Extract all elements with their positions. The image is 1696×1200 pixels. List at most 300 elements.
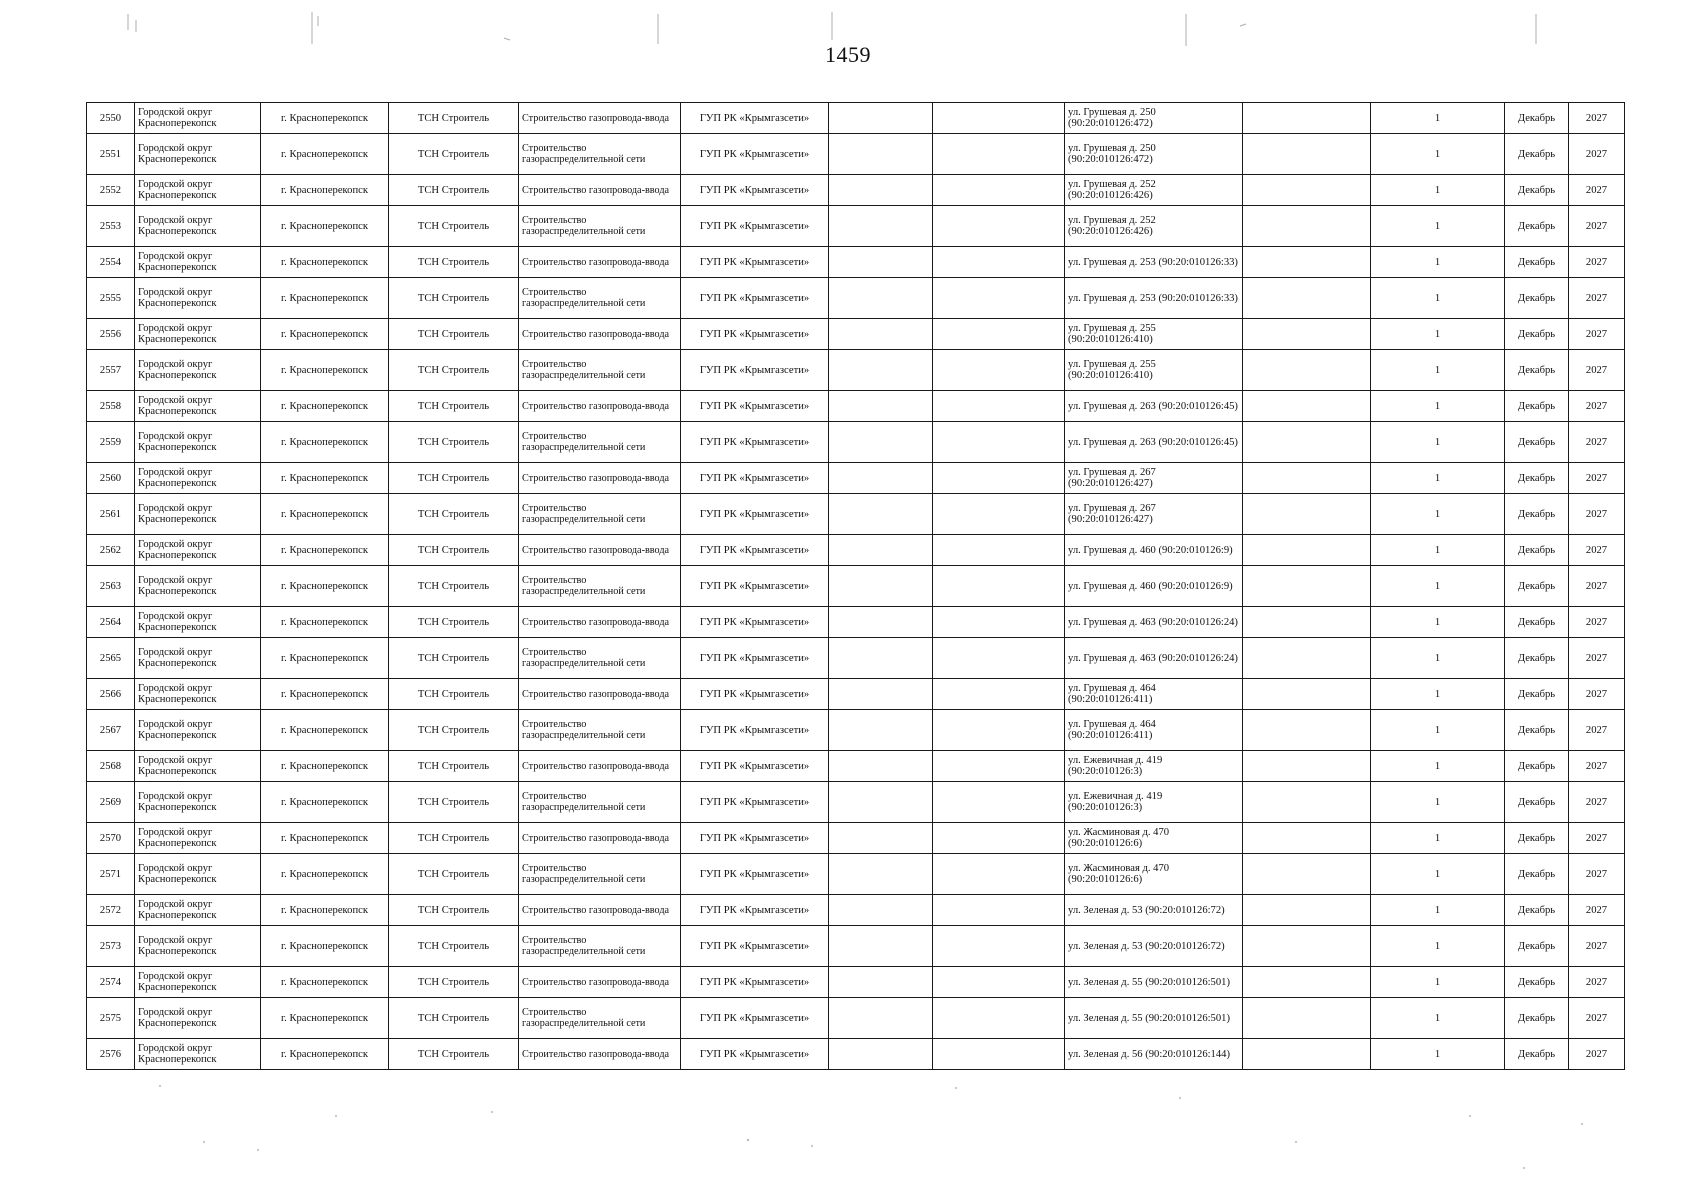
empty-cell xyxy=(1243,895,1371,926)
quantity-cell: 1 xyxy=(1371,535,1505,566)
quantity-cell: 1 xyxy=(1371,751,1505,782)
empty-cell xyxy=(933,278,1065,319)
row-number-cell: 2575 xyxy=(87,998,135,1039)
empty-cell xyxy=(933,998,1065,1039)
executor-cell: ГУП РК «Крымгазсети» xyxy=(681,319,829,350)
executor-cell: ГУП РК «Крымгазсети» xyxy=(681,823,829,854)
address-cell: ул. Грушевая д. 263 (90:20:010126:45) xyxy=(1065,422,1243,463)
district-cell: Городской округ Красноперекопск xyxy=(135,422,261,463)
table-row xyxy=(87,535,1625,566)
executor-cell: ГУП РК «Крымгазсети» xyxy=(681,967,829,998)
empty-cell xyxy=(1243,350,1371,391)
row-number-cell: 2567 xyxy=(87,710,135,751)
empty-cell xyxy=(933,463,1065,494)
year-cell: 2027 xyxy=(1569,998,1625,1039)
row-number-cell: 2554 xyxy=(87,247,135,278)
city-cell: г. Красноперекопск xyxy=(261,494,389,535)
year-cell: 2027 xyxy=(1569,1039,1625,1070)
address-cell: ул. Грушевая д. 253 (90:20:010126:33) xyxy=(1065,247,1243,278)
district-cell: Городской округ Красноперекопск xyxy=(135,607,261,638)
empty-cell xyxy=(829,967,933,998)
address-cell: ул. Зеленая д. 55 (90:20:010126:501) xyxy=(1065,998,1243,1039)
address-cell: ул. Ежевичная д. 419 (90:20:010126:3) xyxy=(1065,751,1243,782)
city-cell: г. Красноперекопск xyxy=(261,134,389,175)
customer-cell: ТСН Строитель xyxy=(389,319,519,350)
empty-cell xyxy=(933,103,1065,134)
month-cell: Декабрь xyxy=(1505,175,1569,206)
quantity-cell: 1 xyxy=(1371,895,1505,926)
empty-cell xyxy=(829,679,933,710)
month-cell: Декабрь xyxy=(1505,391,1569,422)
district-cell: Городской округ Красноперекопск xyxy=(135,175,261,206)
executor-cell: ГУП РК «Крымгазсети» xyxy=(681,895,829,926)
year-cell: 2027 xyxy=(1569,967,1625,998)
quantity-cell: 1 xyxy=(1371,350,1505,391)
customer-cell: ТСН Строитель xyxy=(389,278,519,319)
district-cell: Городской округ Красноперекопск xyxy=(135,463,261,494)
city-cell: г. Красноперекопск xyxy=(261,535,389,566)
executor-cell: ГУП РК «Крымгазсети» xyxy=(681,422,829,463)
work-type-cell: Строительство газораспределительной сети xyxy=(519,710,681,751)
empty-cell xyxy=(829,823,933,854)
executor-cell: ГУП РК «Крымгазсети» xyxy=(681,103,829,134)
district-cell: Городской округ Красноперекопск xyxy=(135,247,261,278)
district-cell: Городской округ Красноперекопск xyxy=(135,854,261,895)
empty-cell xyxy=(933,566,1065,607)
work-type-cell: Строительство газораспределительной сети xyxy=(519,998,681,1039)
address-cell: ул. Грушевая д. 253 (90:20:010126:33) xyxy=(1065,278,1243,319)
empty-cell xyxy=(829,463,933,494)
work-type-cell: Строительство газораспределительной сети xyxy=(519,782,681,823)
quantity-cell: 1 xyxy=(1371,494,1505,535)
city-cell: г. Красноперекопск xyxy=(261,854,389,895)
row-number-cell: 2565 xyxy=(87,638,135,679)
quantity-cell: 1 xyxy=(1371,967,1505,998)
month-cell: Декабрь xyxy=(1505,823,1569,854)
month-cell: Декабрь xyxy=(1505,103,1569,134)
empty-cell xyxy=(1243,391,1371,422)
month-cell: Декабрь xyxy=(1505,463,1569,494)
table-row xyxy=(87,350,1625,391)
empty-cell xyxy=(1243,206,1371,247)
work-type-cell: Строительство газораспределительной сети xyxy=(519,206,681,247)
year-cell: 2027 xyxy=(1569,823,1625,854)
year-cell: 2027 xyxy=(1569,319,1625,350)
empty-cell xyxy=(829,247,933,278)
empty-cell xyxy=(933,319,1065,350)
month-cell: Декабрь xyxy=(1505,422,1569,463)
row-number-cell: 2556 xyxy=(87,319,135,350)
city-cell: г. Красноперекопск xyxy=(261,391,389,422)
address-cell: ул. Грушевая д. 267 (90:20:010126:427) xyxy=(1065,494,1243,535)
empty-cell xyxy=(933,854,1065,895)
registry-table xyxy=(86,102,1625,1070)
year-cell: 2027 xyxy=(1569,566,1625,607)
row-number-cell: 2566 xyxy=(87,679,135,710)
empty-cell xyxy=(933,926,1065,967)
executor-cell: ГУП РК «Крымгазсети» xyxy=(681,751,829,782)
work-type-cell: Строительство газопровода-ввода xyxy=(519,895,681,926)
quantity-cell: 1 xyxy=(1371,782,1505,823)
work-type-cell: Строительство газопровода-ввода xyxy=(519,175,681,206)
empty-cell xyxy=(1243,319,1371,350)
work-type-cell: Строительство газопровода-ввода xyxy=(519,391,681,422)
customer-cell: ТСН Строитель xyxy=(389,967,519,998)
work-type-cell: Строительство газопровода-ввода xyxy=(519,103,681,134)
empty-cell xyxy=(1243,247,1371,278)
empty-cell xyxy=(1243,710,1371,751)
district-cell: Городской округ Красноперекопск xyxy=(135,134,261,175)
quantity-cell: 1 xyxy=(1371,463,1505,494)
year-cell: 2027 xyxy=(1569,278,1625,319)
customer-cell: ТСН Строитель xyxy=(389,1039,519,1070)
customer-cell: ТСН Строитель xyxy=(389,854,519,895)
executor-cell: ГУП РК «Крымгазсети» xyxy=(681,494,829,535)
empty-cell xyxy=(933,967,1065,998)
empty-cell xyxy=(1243,751,1371,782)
row-number-cell: 2576 xyxy=(87,1039,135,1070)
district-cell: Городской округ Красноперекопск xyxy=(135,206,261,247)
empty-cell xyxy=(933,494,1065,535)
district-cell: Городской округ Красноперекопск xyxy=(135,535,261,566)
month-cell: Декабрь xyxy=(1505,998,1569,1039)
month-cell: Декабрь xyxy=(1505,751,1569,782)
year-cell: 2027 xyxy=(1569,463,1625,494)
city-cell: г. Красноперекопск xyxy=(261,782,389,823)
row-number-cell: 2571 xyxy=(87,854,135,895)
year-cell: 2027 xyxy=(1569,350,1625,391)
city-cell: г. Красноперекопск xyxy=(261,278,389,319)
quantity-cell: 1 xyxy=(1371,607,1505,638)
work-type-cell: Строительство газопровода-ввода xyxy=(519,247,681,278)
month-cell: Декабрь xyxy=(1505,926,1569,967)
city-cell: г. Красноперекопск xyxy=(261,679,389,710)
month-cell: Декабрь xyxy=(1505,638,1569,679)
registry-body xyxy=(87,103,1625,1070)
district-cell: Городской округ Красноперекопск xyxy=(135,679,261,710)
district-cell: Городской округ Красноперекопск xyxy=(135,638,261,679)
empty-cell xyxy=(933,206,1065,247)
month-cell: Декабрь xyxy=(1505,494,1569,535)
city-cell: г. Красноперекопск xyxy=(261,823,389,854)
customer-cell: ТСН Строитель xyxy=(389,535,519,566)
district-cell: Городской округ Красноперекопск xyxy=(135,895,261,926)
empty-cell xyxy=(829,710,933,751)
empty-cell xyxy=(829,607,933,638)
empty-cell xyxy=(829,391,933,422)
empty-cell xyxy=(933,134,1065,175)
quantity-cell: 1 xyxy=(1371,103,1505,134)
month-cell: Декабрь xyxy=(1505,967,1569,998)
row-number-cell: 2557 xyxy=(87,350,135,391)
table-row xyxy=(87,679,1625,710)
empty-cell xyxy=(1243,463,1371,494)
city-cell: г. Красноперекопск xyxy=(261,206,389,247)
month-cell: Декабрь xyxy=(1505,782,1569,823)
address-cell: ул. Грушевая д. 460 (90:20:010126:9) xyxy=(1065,566,1243,607)
empty-cell xyxy=(829,854,933,895)
table-row xyxy=(87,103,1625,134)
city-cell: г. Красноперекопск xyxy=(261,710,389,751)
address-cell: ул. Грушевая д. 463 (90:20:010126:24) xyxy=(1065,607,1243,638)
month-cell: Декабрь xyxy=(1505,350,1569,391)
address-cell: ул. Зеленая д. 56 (90:20:010126:144) xyxy=(1065,1039,1243,1070)
row-number-cell: 2553 xyxy=(87,206,135,247)
table-row xyxy=(87,319,1625,350)
customer-cell: ТСН Строитель xyxy=(389,895,519,926)
empty-cell xyxy=(933,782,1065,823)
table-row xyxy=(87,782,1625,823)
work-type-cell: Строительство газораспределительной сети xyxy=(519,638,681,679)
quantity-cell: 1 xyxy=(1371,206,1505,247)
empty-cell xyxy=(933,247,1065,278)
empty-cell xyxy=(829,206,933,247)
empty-cell xyxy=(1243,494,1371,535)
quantity-cell: 1 xyxy=(1371,422,1505,463)
work-type-cell: Строительство газораспределительной сети xyxy=(519,422,681,463)
row-number-cell: 2569 xyxy=(87,782,135,823)
year-cell: 2027 xyxy=(1569,895,1625,926)
city-cell: г. Красноперекопск xyxy=(261,350,389,391)
executor-cell: ГУП РК «Крымгазсети» xyxy=(681,782,829,823)
table-row xyxy=(87,247,1625,278)
customer-cell: ТСН Строитель xyxy=(389,175,519,206)
customer-cell: ТСН Строитель xyxy=(389,710,519,751)
city-cell: г. Красноперекопск xyxy=(261,103,389,134)
row-number-cell: 2568 xyxy=(87,751,135,782)
month-cell: Декабрь xyxy=(1505,607,1569,638)
address-cell: ул. Жасминовая д. 470 (90:20:010126:6) xyxy=(1065,854,1243,895)
year-cell: 2027 xyxy=(1569,391,1625,422)
year-cell: 2027 xyxy=(1569,175,1625,206)
empty-cell xyxy=(1243,1039,1371,1070)
table-row xyxy=(87,967,1625,998)
empty-cell xyxy=(1243,782,1371,823)
empty-cell xyxy=(829,895,933,926)
customer-cell: ТСН Строитель xyxy=(389,926,519,967)
table-row xyxy=(87,494,1625,535)
empty-cell xyxy=(933,638,1065,679)
customer-cell: ТСН Строитель xyxy=(389,463,519,494)
year-cell: 2027 xyxy=(1569,422,1625,463)
empty-cell xyxy=(1243,679,1371,710)
work-type-cell: Строительство газораспределительной сети xyxy=(519,926,681,967)
year-cell: 2027 xyxy=(1569,926,1625,967)
quantity-cell: 1 xyxy=(1371,134,1505,175)
customer-cell: ТСН Строитель xyxy=(389,607,519,638)
row-number-cell: 2574 xyxy=(87,967,135,998)
year-cell: 2027 xyxy=(1569,535,1625,566)
city-cell: г. Красноперекопск xyxy=(261,895,389,926)
city-cell: г. Красноперекопск xyxy=(261,247,389,278)
empty-cell xyxy=(933,679,1065,710)
district-cell: Городской округ Красноперекопск xyxy=(135,1039,261,1070)
empty-cell xyxy=(933,710,1065,751)
district-cell: Городской округ Красноперекопск xyxy=(135,782,261,823)
table-row xyxy=(87,710,1625,751)
address-cell: ул. Жасминовая д. 470 (90:20:010126:6) xyxy=(1065,823,1243,854)
empty-cell xyxy=(829,103,933,134)
district-cell: Городской округ Красноперекопск xyxy=(135,103,261,134)
district-cell: Городской округ Красноперекопск xyxy=(135,319,261,350)
customer-cell: ТСН Строитель xyxy=(389,103,519,134)
work-type-cell: Строительство газопровода-ввода xyxy=(519,1039,681,1070)
table-row xyxy=(87,998,1625,1039)
empty-cell xyxy=(829,175,933,206)
district-cell: Городской округ Красноперекопск xyxy=(135,998,261,1039)
work-type-cell: Строительство газопровода-ввода xyxy=(519,967,681,998)
executor-cell: ГУП РК «Крымгазсети» xyxy=(681,854,829,895)
work-type-cell: Строительство газопровода-ввода xyxy=(519,607,681,638)
year-cell: 2027 xyxy=(1569,103,1625,134)
year-cell: 2027 xyxy=(1569,494,1625,535)
address-cell: ул. Зеленая д. 53 (90:20:010126:72) xyxy=(1065,926,1243,967)
month-cell: Декабрь xyxy=(1505,535,1569,566)
executor-cell: ГУП РК «Крымгазсети» xyxy=(681,134,829,175)
city-cell: г. Красноперекопск xyxy=(261,638,389,679)
empty-cell xyxy=(829,1039,933,1070)
empty-cell xyxy=(933,823,1065,854)
empty-cell xyxy=(933,1039,1065,1070)
year-cell: 2027 xyxy=(1569,134,1625,175)
empty-cell xyxy=(1243,134,1371,175)
row-number-cell: 2563 xyxy=(87,566,135,607)
work-type-cell: Строительство газораспределительной сети xyxy=(519,566,681,607)
quantity-cell: 1 xyxy=(1371,823,1505,854)
district-cell: Городской округ Красноперекопск xyxy=(135,278,261,319)
executor-cell: ГУП РК «Крымгазсети» xyxy=(681,926,829,967)
quantity-cell: 1 xyxy=(1371,175,1505,206)
address-cell: ул. Грушевая д. 460 (90:20:010126:9) xyxy=(1065,535,1243,566)
year-cell: 2027 xyxy=(1569,782,1625,823)
table-row xyxy=(87,463,1625,494)
row-number-cell: 2550 xyxy=(87,103,135,134)
month-cell: Декабрь xyxy=(1505,134,1569,175)
executor-cell: ГУП РК «Крымгазсети» xyxy=(681,535,829,566)
empty-cell xyxy=(1243,103,1371,134)
address-cell: ул. Грушевая д. 252 (90:20:010126:426) xyxy=(1065,206,1243,247)
executor-cell: ГУП РК «Крымгазсети» xyxy=(681,998,829,1039)
row-number-cell: 2572 xyxy=(87,895,135,926)
executor-cell: ГУП РК «Крымгазсети» xyxy=(681,350,829,391)
customer-cell: ТСН Строитель xyxy=(389,422,519,463)
empty-cell xyxy=(1243,278,1371,319)
address-cell: ул. Грушевая д. 255 (90:20:010126:410) xyxy=(1065,350,1243,391)
quantity-cell: 1 xyxy=(1371,926,1505,967)
customer-cell: ТСН Строитель xyxy=(389,679,519,710)
empty-cell xyxy=(933,895,1065,926)
executor-cell: ГУП РК «Крымгазсети» xyxy=(681,391,829,422)
year-cell: 2027 xyxy=(1569,607,1625,638)
table-row xyxy=(87,1039,1625,1070)
empty-cell xyxy=(1243,926,1371,967)
empty-cell xyxy=(1243,535,1371,566)
table-row xyxy=(87,895,1625,926)
empty-cell xyxy=(1243,998,1371,1039)
customer-cell: ТСН Строитель xyxy=(389,206,519,247)
table-row xyxy=(87,926,1625,967)
empty-cell xyxy=(829,566,933,607)
month-cell: Декабрь xyxy=(1505,247,1569,278)
work-type-cell: Строительство газопровода-ввода xyxy=(519,823,681,854)
customer-cell: ТСН Строитель xyxy=(389,350,519,391)
quantity-cell: 1 xyxy=(1371,710,1505,751)
address-cell: ул. Грушевая д. 252 (90:20:010126:426) xyxy=(1065,175,1243,206)
year-cell: 2027 xyxy=(1569,206,1625,247)
month-cell: Декабрь xyxy=(1505,710,1569,751)
year-cell: 2027 xyxy=(1569,710,1625,751)
executor-cell: ГУП РК «Крымгазсети» xyxy=(681,463,829,494)
month-cell: Декабрь xyxy=(1505,679,1569,710)
empty-cell xyxy=(829,782,933,823)
empty-cell xyxy=(829,638,933,679)
month-cell: Декабрь xyxy=(1505,566,1569,607)
city-cell: г. Красноперекопск xyxy=(261,422,389,463)
city-cell: г. Красноперекопск xyxy=(261,998,389,1039)
month-cell: Декабрь xyxy=(1505,854,1569,895)
executor-cell: ГУП РК «Крымгазсети» xyxy=(681,607,829,638)
district-cell: Городской округ Красноперекопск xyxy=(135,926,261,967)
customer-cell: ТСН Строитель xyxy=(389,494,519,535)
month-cell: Декабрь xyxy=(1505,319,1569,350)
executor-cell: ГУП РК «Крымгазсети» xyxy=(681,566,829,607)
empty-cell xyxy=(1243,967,1371,998)
table-row xyxy=(87,751,1625,782)
work-type-cell: Строительство газопровода-ввода xyxy=(519,463,681,494)
address-cell: ул. Грушевая д. 267 (90:20:010126:427) xyxy=(1065,463,1243,494)
district-cell: Городской округ Красноперекопск xyxy=(135,823,261,854)
empty-cell xyxy=(933,751,1065,782)
city-cell: г. Красноперекопск xyxy=(261,1039,389,1070)
table-row xyxy=(87,823,1625,854)
empty-cell xyxy=(1243,566,1371,607)
empty-cell xyxy=(1243,854,1371,895)
quantity-cell: 1 xyxy=(1371,391,1505,422)
address-cell: ул. Ежевичная д. 419 (90:20:010126:3) xyxy=(1065,782,1243,823)
year-cell: 2027 xyxy=(1569,679,1625,710)
table-row xyxy=(87,206,1625,247)
address-cell: ул. Грушевая д. 464 (90:20:010126:411) xyxy=(1065,710,1243,751)
empty-cell xyxy=(829,926,933,967)
empty-cell xyxy=(933,422,1065,463)
work-type-cell: Строительство газораспределительной сети xyxy=(519,494,681,535)
address-cell: ул. Грушевая д. 464 (90:20:010126:411) xyxy=(1065,679,1243,710)
empty-cell xyxy=(1243,175,1371,206)
address-cell: ул. Грушевая д. 250 (90:20:010126:472) xyxy=(1065,134,1243,175)
table-row xyxy=(87,175,1625,206)
empty-cell xyxy=(829,535,933,566)
quantity-cell: 1 xyxy=(1371,998,1505,1039)
executor-cell: ГУП РК «Крымгазсети» xyxy=(681,206,829,247)
city-cell: г. Красноперекопск xyxy=(261,967,389,998)
address-cell: ул. Грушевая д. 250 (90:20:010126:472) xyxy=(1065,103,1243,134)
customer-cell: ТСН Строитель xyxy=(389,823,519,854)
empty-cell xyxy=(1243,422,1371,463)
work-type-cell: Строительство газораспределительной сети xyxy=(519,854,681,895)
empty-cell xyxy=(829,998,933,1039)
quantity-cell: 1 xyxy=(1371,638,1505,679)
customer-cell: ТСН Строитель xyxy=(389,998,519,1039)
customer-cell: ТСН Строитель xyxy=(389,751,519,782)
address-cell: ул. Грушевая д. 255 (90:20:010126:410) xyxy=(1065,319,1243,350)
customer-cell: ТСН Строитель xyxy=(389,638,519,679)
executor-cell: ГУП РК «Крымгазсети» xyxy=(681,679,829,710)
work-type-cell: Строительство газопровода-ввода xyxy=(519,751,681,782)
quantity-cell: 1 xyxy=(1371,1039,1505,1070)
year-cell: 2027 xyxy=(1569,247,1625,278)
city-cell: г. Красноперекопск xyxy=(261,463,389,494)
work-type-cell: Строительство газопровода-ввода xyxy=(519,319,681,350)
